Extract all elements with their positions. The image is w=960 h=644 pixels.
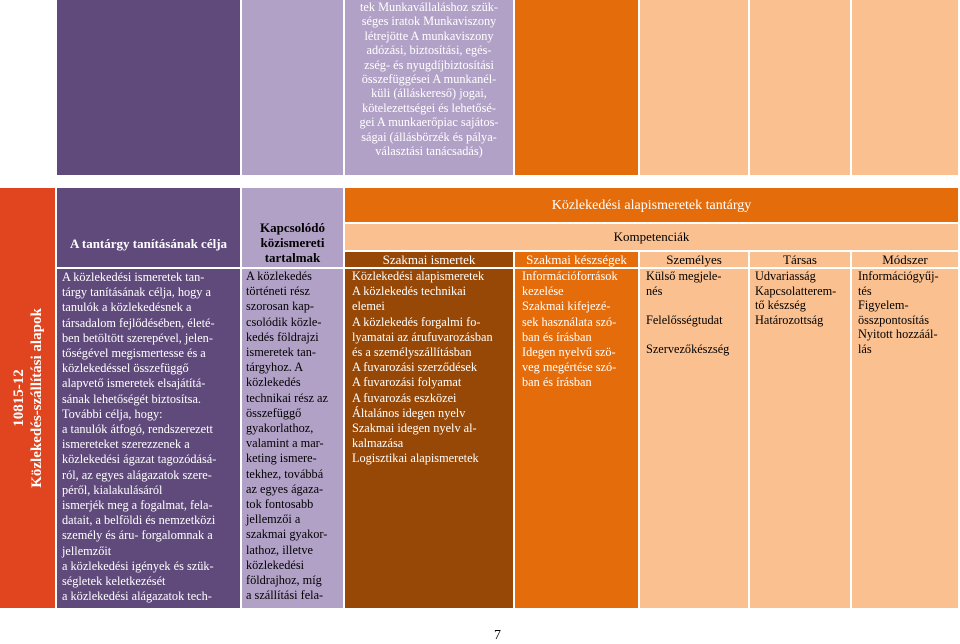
top-peach-cell-3 bbox=[852, 0, 958, 175]
personal-line: Felelősségtudat bbox=[646, 312, 723, 327]
top-light-purple-cell bbox=[242, 0, 343, 175]
prof-skills-line: sek használata szó- bbox=[522, 314, 617, 329]
social-line: Határozottság bbox=[755, 312, 824, 327]
goal-text-line: datait, a belföldi és nemzetközi bbox=[62, 513, 216, 528]
top-text-line: gei A munkaerőpiac sajátos- bbox=[359, 115, 499, 130]
goal-text-line: ben betöltött szerepével, jelen- bbox=[62, 330, 213, 345]
related-text-line: közlekedés bbox=[246, 375, 301, 390]
goal-text-line: sának lehetőségét biztosítsa. bbox=[62, 391, 201, 406]
top-dark-purple-cell bbox=[57, 0, 240, 175]
personal-line: Szervezőkészség bbox=[646, 341, 730, 356]
personal-line: nés bbox=[646, 283, 663, 298]
prof-knowledge-header-cell bbox=[345, 252, 513, 267]
related-text-line: történeti rész bbox=[246, 284, 310, 299]
social-line: Udvariasság bbox=[755, 269, 816, 283]
top-text-line: választási tanácsadás) bbox=[375, 144, 483, 159]
related-text-line: jellemzői a bbox=[246, 512, 301, 527]
top-text-lines bbox=[349, 0, 509, 158]
personal-body-cell bbox=[640, 269, 748, 608]
subject-title: Közlekedési alapismeretek tantárgy bbox=[551, 198, 752, 213]
related-text-line: szakmai gyakor- bbox=[246, 527, 328, 542]
goal-text-line: a tanulók átfogó, rendszerezett bbox=[62, 422, 213, 437]
competencies-header: Kompetenciák bbox=[613, 229, 690, 244]
social-line: Kapcsolatterem- bbox=[755, 283, 837, 298]
prof-skills-line: Információforrások bbox=[522, 269, 618, 283]
top-text-line: ságai (állásbörzék és pálya- bbox=[361, 129, 497, 144]
prof-skills-header: Szakmai készségek bbox=[526, 252, 627, 267]
competencies-header-cell bbox=[345, 224, 958, 250]
top-peach-cell-1 bbox=[640, 0, 748, 175]
goal-text-line: a közlekedési alágazatok tech- bbox=[62, 589, 212, 604]
goal-text-line: További célja, hogy: bbox=[62, 406, 163, 421]
personal-header-cell bbox=[640, 252, 748, 267]
related-text-line: földrajhoz, míg bbox=[246, 573, 322, 588]
top-peach-cell-2 bbox=[750, 0, 850, 175]
method-header-cell bbox=[852, 252, 958, 267]
prof-knowledge-line: A fuvarozási folyamat bbox=[352, 375, 462, 390]
top-text-line: adózási, biztosítási, egés- bbox=[366, 43, 492, 58]
method-body-cell bbox=[852, 269, 958, 608]
prof-knowledge-line: A fuvarozási szerződések bbox=[352, 360, 477, 375]
prof-knowledge-line: Szakmai idegen nyelv al- bbox=[352, 421, 477, 436]
social-text bbox=[755, 269, 850, 327]
social-line: tő készség bbox=[755, 298, 806, 312]
top-orange-cell bbox=[515, 0, 638, 175]
top-text-line: kötelezettségei és lehetősé- bbox=[362, 100, 496, 115]
method-line: Információgyűj- bbox=[858, 269, 939, 283]
side-label-cell bbox=[0, 188, 55, 608]
goal-text-line: társadalom fejlődésében, életé- bbox=[62, 315, 215, 330]
goal-text-line: ségletek keletkezését bbox=[62, 574, 166, 589]
prof-knowledge-line: Általános idegen nyelv bbox=[352, 405, 466, 420]
method-line: Nyitott hozzáál- bbox=[858, 327, 938, 341]
goal-body-cell bbox=[57, 269, 240, 608]
prof-skills-line: Szakmai kifejezé- bbox=[522, 299, 611, 314]
goal-text-line: A közlekedési ismeretek tan- bbox=[62, 270, 205, 284]
goal-text-line: közlekedési ágazat tagozódásá- bbox=[62, 452, 217, 467]
related-text-line: a szállítási fela- bbox=[246, 588, 324, 603]
method-line: lás bbox=[858, 341, 872, 356]
method-header: Módszer bbox=[882, 252, 928, 267]
related-text-line: valamint a mar- bbox=[246, 436, 324, 451]
related-text-line: tárgyhoz. A bbox=[246, 360, 304, 375]
goal-text-line: tőségével megismertesse és a bbox=[62, 346, 206, 361]
related-text-line: csolódik közle- bbox=[246, 314, 322, 329]
related-header-line: közismereti bbox=[260, 235, 325, 250]
personal-line bbox=[646, 327, 748, 342]
related-text bbox=[246, 269, 343, 603]
prof-knowledge-line: kalmazása bbox=[352, 436, 404, 451]
related-text-line: gyakorlathoz, bbox=[246, 421, 314, 436]
goal-text-line: péről, kialakulásáról bbox=[62, 482, 163, 497]
related-text-line: lathoz, illetve bbox=[246, 542, 313, 557]
prof-skills-body-cell bbox=[515, 269, 638, 608]
prof-skills-header-cell bbox=[515, 252, 638, 267]
related-text-line: kedés földrajzi bbox=[246, 329, 319, 344]
top-text-line: küli (álláskereső) jogai, bbox=[371, 86, 487, 101]
related-text-line: az egyes ágaza- bbox=[246, 481, 324, 496]
prof-knowledge-line: A fuvarozás eszközei bbox=[352, 390, 457, 405]
goal-text-line: személy és áru- forgalomnak a bbox=[62, 528, 213, 543]
prof-knowledge-line: és a személyszállításban bbox=[352, 345, 472, 360]
prof-skills-line: ban és írásban bbox=[522, 375, 592, 390]
goal-header: A tantárgy tanításának célja bbox=[69, 236, 228, 251]
prof-knowledge-line: A közlekedés technikai bbox=[352, 284, 467, 299]
personal-text bbox=[646, 269, 748, 356]
related-text-line: keting ismere- bbox=[246, 451, 317, 466]
goal-header-cell bbox=[57, 188, 240, 267]
social-header-cell bbox=[750, 252, 850, 267]
goal-text bbox=[62, 270, 240, 604]
top-text-line: zség- és nyugdíjbiztosítási bbox=[364, 57, 494, 72]
prof-knowledge-text bbox=[352, 269, 513, 467]
personal-line bbox=[646, 298, 748, 313]
top-text-line: tek Munkavállaláshoz szük- bbox=[360, 0, 498, 14]
prof-skills-line: veg megértése szó- bbox=[522, 360, 617, 375]
prof-skills-line: ban és írásban bbox=[522, 329, 592, 344]
prof-skills-line: Idegen nyelvű szö- bbox=[522, 345, 616, 360]
side-label-title: Közlekedés-szállítási alapok bbox=[28, 308, 45, 488]
prof-knowledge-line: Logisztikai alapismeretek bbox=[352, 451, 479, 466]
method-text bbox=[858, 269, 958, 356]
goal-text-line: ról, az egyes alágazatok szere- bbox=[62, 467, 212, 482]
prof-skills-line: kezelése bbox=[522, 284, 564, 299]
related-text-line: ismeretek tan- bbox=[246, 345, 316, 360]
top-text-cell bbox=[345, 0, 513, 175]
related-text-line: technikai rész az bbox=[246, 390, 328, 405]
social-body-cell bbox=[750, 269, 850, 608]
goal-text-line: ismereteket szerezzenek a bbox=[62, 437, 190, 452]
related-text-line: közlekedési bbox=[246, 557, 305, 572]
prof-knowledge-header: Szakmai ismertek bbox=[382, 252, 476, 267]
related-body-cell bbox=[242, 269, 343, 608]
related-header-cell bbox=[242, 188, 343, 267]
related-text-line: A közlekedés bbox=[246, 269, 312, 283]
related-text-line: összefüggő bbox=[246, 405, 302, 420]
prof-knowledge-line: lyamatai az árufuvarozásban bbox=[352, 329, 493, 344]
personal-line: Külső megjele- bbox=[646, 269, 722, 283]
method-line: Figyelem- bbox=[858, 298, 909, 312]
prof-skills-text bbox=[522, 269, 638, 391]
prof-knowledge-line: elemei bbox=[352, 299, 385, 314]
page-number: 7 bbox=[494, 628, 501, 643]
side-label bbox=[10, 308, 46, 488]
goal-text-line: tárgy tanításának célja, hogy a bbox=[62, 285, 211, 300]
subject-title-cell bbox=[345, 188, 958, 222]
social-header: Társas bbox=[783, 252, 817, 267]
personal-header: Személyes bbox=[666, 252, 722, 267]
prof-knowledge-body-cell bbox=[345, 269, 513, 608]
top-text-line: összefüggései A munkanél- bbox=[361, 72, 497, 87]
goal-text-line: ismerjék meg a fogalmat, fela- bbox=[62, 498, 213, 513]
top-text-line: séges iratok Munkaviszony bbox=[361, 14, 497, 29]
prof-knowledge-line: A közlekedés forgalmi fo- bbox=[352, 314, 481, 329]
goal-text-line: közlekedéssel összefüggő bbox=[62, 361, 189, 376]
related-text-line: szorosan kap- bbox=[246, 299, 314, 314]
method-line: tés bbox=[858, 283, 872, 298]
related-header-line: Kapcsolódó bbox=[259, 220, 325, 235]
goal-text-line: jellemzőit bbox=[62, 543, 112, 558]
side-label-code: 10815-12 bbox=[10, 369, 27, 427]
method-line: összpontosítás bbox=[858, 312, 930, 327]
goal-text-line: tanulók a közlekedésnek a bbox=[62, 300, 192, 315]
related-header bbox=[242, 220, 343, 265]
goal-text-line: alapvető ismeretek elsajátítá- bbox=[62, 376, 206, 391]
related-text-line: tekhez, továbbá bbox=[246, 466, 324, 481]
goal-text-line: a közlekedési igények és szük- bbox=[62, 558, 214, 573]
prof-knowledge-line: Közlekedési alapismeretek bbox=[352, 269, 485, 283]
top-text-line: létrejötte A munkaviszony bbox=[364, 28, 494, 43]
related-header-line: tartalmak bbox=[264, 250, 321, 265]
related-text-line: tok fontosabb bbox=[246, 497, 314, 512]
